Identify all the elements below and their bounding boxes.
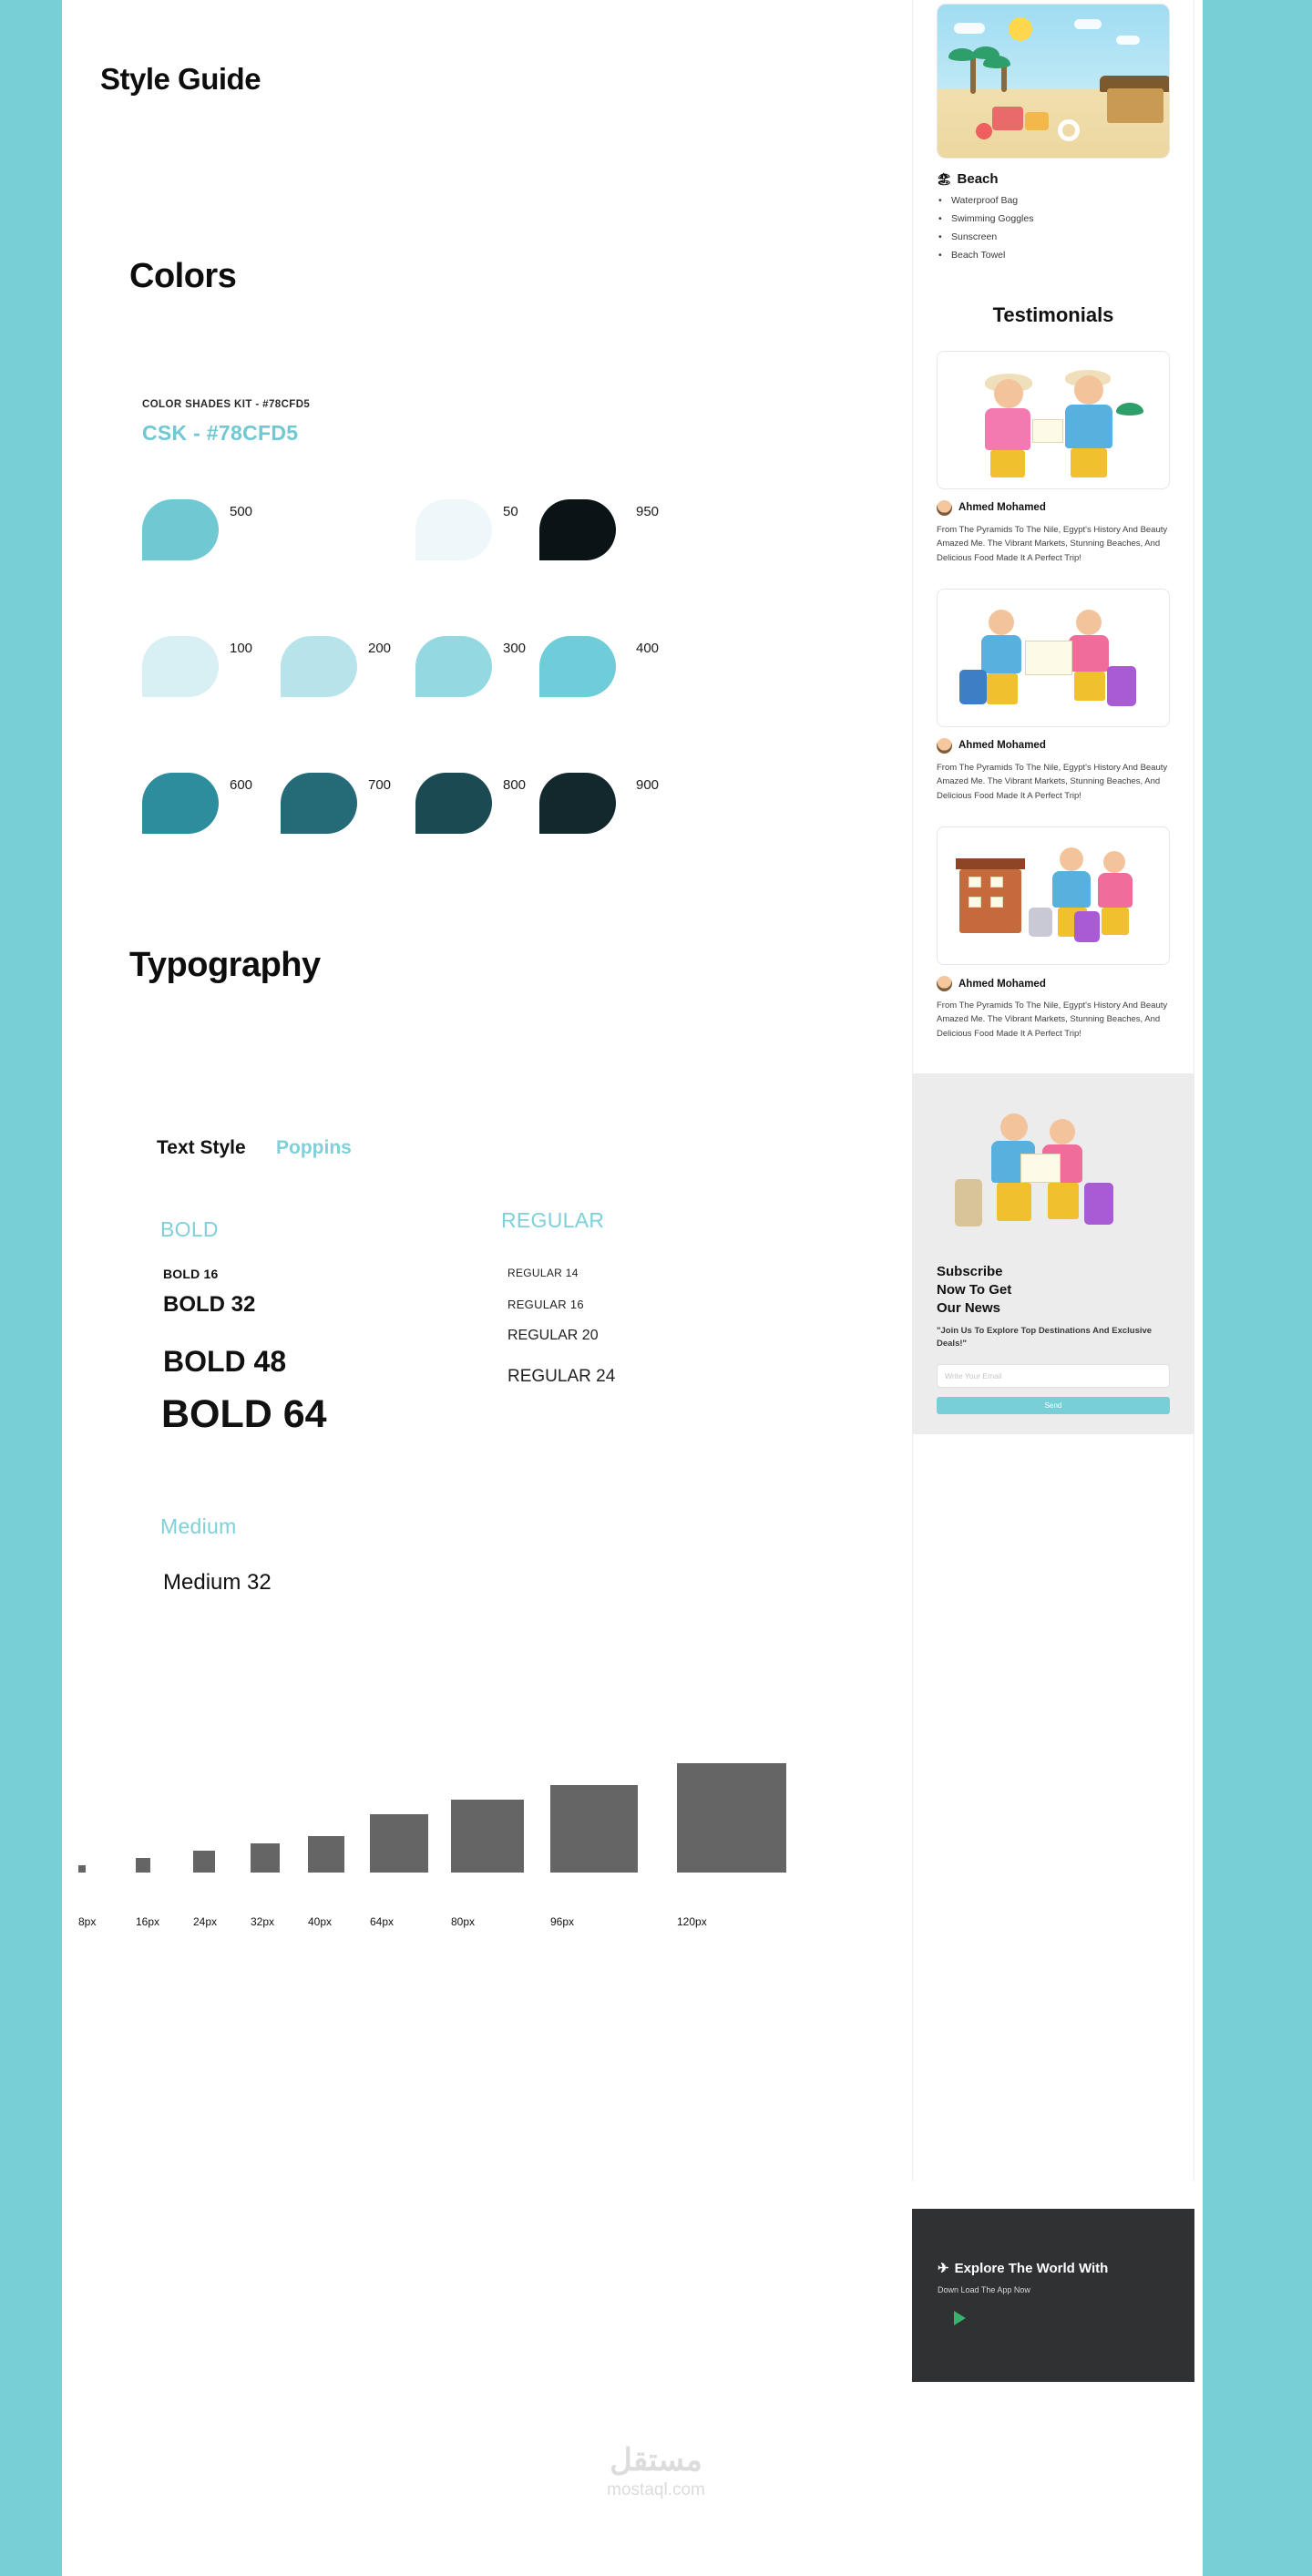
watermark-latin: mostaql.com (607, 2480, 705, 2499)
color-swatch (142, 636, 219, 697)
beach-illustration (937, 4, 1170, 159)
spacing-bar-fill (308, 1836, 344, 1873)
testimonial-text: From The Pyramids To The Nile, Egypt's History And Beauty Amazed Me. The Vibrant Markets, Stunning Beaches, And Delicious Food Made It A Perfect Trip! (937, 524, 1168, 563)
spacing-bar-fill (78, 1865, 86, 1873)
regular-group-heading: REGULAR (501, 1208, 605, 1232)
person-legs (1074, 672, 1105, 701)
subscribe-heading-line2: Now To Get (937, 1281, 1012, 1298)
person-body (1065, 405, 1112, 448)
backpack-icon (959, 670, 987, 704)
section-heading-typography: Typography (129, 946, 321, 984)
bold-group-heading: BOLD (160, 1217, 219, 1241)
spacing-bar-label: 64px (370, 1915, 395, 1928)
testimonial-name: Ahmed Mohamed (958, 740, 1046, 752)
person-body (1052, 871, 1091, 908)
spacing-bar-label: 96px (550, 1915, 575, 1928)
list-item: • Swimming Goggles (937, 210, 1170, 229)
suitcase-purple (1074, 911, 1100, 942)
palette-kit-label: COLOR SHADES KIT - #78CFD5 (142, 399, 311, 410)
spacing-bar-fill (136, 1858, 150, 1873)
hotel-window (990, 877, 1003, 888)
ticket-icon (1032, 419, 1063, 443)
color-swatch (415, 636, 492, 697)
person-legs (997, 1183, 1031, 1221)
spacing-bar-label: 40px (308, 1915, 333, 1928)
category-title-row (937, 171, 1170, 187)
color-swatch (281, 636, 357, 697)
color-swatch-label: 100 (230, 641, 253, 656)
hotel-window (990, 897, 1003, 908)
list-item: • Waterproof Bag (937, 192, 1170, 210)
color-swatch (142, 499, 219, 560)
list-item: • Sunscreen (937, 229, 1170, 247)
testimonial-text: From The Pyramids To The Nile, Egypt's History And Beauty Amazed Me. The Vibrant Markets, Stunning Beaches, And Delicious Food Made It A Perfect Trip! (937, 1001, 1168, 1039)
color-swatch-label: 50 (503, 504, 518, 519)
cloud-icon (954, 23, 985, 34)
mobile-preview-column (912, 0, 1194, 2181)
spacing-bar-fill (251, 1843, 280, 1873)
testimonial-text: From The Pyramids To The Nile, Egypt's History And Beauty Amazed Me. The Vibrant Markets, Stunning Beaches, And Delicious Food Made It A Perfect Trip! (937, 762, 1168, 801)
sun-icon (1009, 17, 1032, 41)
app-promo-title-row (938, 2260, 1194, 2276)
list-item: • Beach Towel (937, 247, 1170, 265)
person-head (1076, 610, 1102, 635)
text-style-label: Text Style (157, 1137, 246, 1158)
color-swatch-label: 900 (636, 777, 660, 793)
watermark (565, 2442, 747, 2500)
bold-sample-48: BOLD 48 (163, 1345, 287, 1378)
swim-ring-icon (1058, 119, 1080, 141)
color-swatch (415, 499, 492, 560)
testimonial-card (937, 589, 1170, 803)
person-head (1103, 851, 1125, 873)
spacing-bar-fill (677, 1763, 786, 1873)
map-icon (1020, 1154, 1061, 1183)
spacing-scale (78, 1713, 989, 1928)
avatar (937, 976, 952, 991)
cloud-icon (1074, 19, 1102, 29)
app-promo-title: Explore The World With (954, 2260, 1109, 2276)
font-name-label: Poppins (276, 1137, 352, 1158)
accent-right-strip (1203, 0, 1312, 2576)
spacing-bar-label: 16px (136, 1915, 160, 1928)
person-head (1050, 1119, 1075, 1144)
category-title: Beach (957, 171, 999, 187)
person-head (994, 379, 1023, 408)
person-legs (990, 450, 1025, 477)
bold-sample-64: BOLD 64 (161, 1392, 327, 1436)
spacing-bar-label: 24px (193, 1915, 218, 1928)
subscribe-tagline: "Join Us To Explore Top Destinations And Exclusive Deals!" (937, 1325, 1153, 1350)
watermark-arabic: مستقل (610, 2443, 702, 2478)
testimonial-author (937, 500, 1170, 516)
person-legs (1071, 448, 1107, 477)
testimonial-author (937, 738, 1170, 754)
email-field-placeholder: Write Your Email (945, 1370, 1002, 1380)
hotel-window (969, 897, 981, 908)
spacing-bar-fill (193, 1851, 215, 1873)
person-legs (1048, 1183, 1079, 1219)
palm-leaf-icon (983, 56, 1010, 68)
color-swatch (539, 773, 616, 834)
avatar (937, 500, 952, 516)
spacing-bar-fill (550, 1785, 638, 1873)
color-swatch (281, 773, 357, 834)
regular-sample-24: REGULAR 24 (507, 1367, 616, 1386)
regular-sample-14: REGULAR 14 (507, 1267, 579, 1279)
cloud-icon (1116, 36, 1140, 45)
map-icon (1025, 641, 1072, 675)
person-body (1069, 635, 1109, 672)
subscribe-heading-line1: Subscribe (937, 1264, 1003, 1280)
testimonial-illustration (937, 826, 1170, 965)
subscribe-section (913, 1073, 1194, 1434)
subscribe-heading-line3: Our News (937, 1299, 1001, 1316)
hotel-window (969, 877, 981, 888)
medium-group-heading: Medium (160, 1514, 237, 1538)
spacing-bar-label: 120px (677, 1915, 707, 1928)
color-swatch-label: 300 (503, 641, 527, 656)
person-head (1000, 1114, 1028, 1141)
testimonial-author (937, 976, 1170, 991)
testimonial-illustration (937, 351, 1170, 489)
airplane-icon: ✈ (938, 2261, 949, 2276)
hotel-roof (956, 858, 1025, 869)
person-body (981, 635, 1021, 673)
person-legs (1102, 908, 1129, 935)
send-button[interactable]: Send (937, 1397, 1170, 1414)
testimonial-illustration (937, 589, 1170, 727)
suitcase-red (992, 107, 1023, 130)
spacing-bar-fill (370, 1814, 428, 1873)
suitcase-gray (1029, 908, 1052, 937)
color-swatch-label: 600 (230, 777, 253, 793)
spacing-bar-fill (451, 1800, 524, 1873)
testimonial-name: Ahmed Mohamed (958, 502, 1046, 514)
suitcase-purple (1084, 1183, 1113, 1225)
person-body (985, 408, 1030, 450)
bold-sample-16: BOLD 16 (163, 1267, 219, 1281)
avatar (937, 738, 952, 754)
person-head (989, 610, 1014, 635)
spacing-bar-label: 80px (451, 1915, 476, 1928)
testimonial-card (937, 826, 1170, 1041)
testimonials-heading: Testimonials (992, 303, 1114, 326)
category-checklist (937, 192, 1170, 265)
regular-sample-20: REGULAR 20 (507, 1328, 599, 1343)
beach-ball-icon (976, 123, 992, 139)
subscribe-illustration (913, 1088, 1194, 1261)
email-field[interactable] (937, 1364, 1170, 1388)
palette-kit-code: CSK - #78CFD5 (142, 421, 299, 445)
suitcase-yellow (1025, 112, 1049, 130)
testimonial-name: Ahmed Mohamed (958, 978, 1046, 990)
spacing-bar-label: 32px (251, 1915, 275, 1928)
leaf-icon (1116, 403, 1143, 416)
suitcase-purple (1107, 666, 1136, 706)
testimonial-card (937, 351, 1170, 565)
beach-icon: 🏖 (937, 171, 952, 186)
medium-sample-32: Medium 32 (163, 1570, 272, 1595)
page-title: Style Guide (100, 62, 261, 96)
color-swatch-label: 500 (230, 504, 253, 519)
spacing-bar-label: 8px (78, 1915, 97, 1928)
beach-hut (1107, 88, 1163, 123)
app-promo-subtitle: Down Load The App Now (938, 2285, 1030, 2294)
section-heading-colors: Colors (129, 257, 237, 295)
color-swatch (539, 636, 616, 697)
color-swatch-label: 700 (368, 777, 392, 793)
color-swatch (142, 773, 219, 834)
person-legs (987, 673, 1018, 704)
suitcase-beige (955, 1179, 982, 1226)
google-play-icon[interactable] (954, 2311, 966, 2325)
app-promo-banner (912, 2209, 1194, 2382)
bold-sample-32: BOLD 32 (163, 1292, 256, 1317)
subscribe-heading (937, 1263, 1170, 1317)
color-swatch-label: 200 (368, 641, 392, 656)
color-swatch (415, 773, 492, 834)
color-swatch (539, 499, 616, 560)
person-body (1098, 873, 1133, 908)
person-head (1074, 375, 1103, 405)
regular-sample-16: REGULAR 16 (507, 1298, 584, 1311)
color-swatch-label: 400 (636, 641, 660, 656)
color-swatch-label: 800 (503, 777, 527, 793)
color-swatch-label: 950 (636, 504, 660, 519)
person-head (1060, 847, 1083, 871)
